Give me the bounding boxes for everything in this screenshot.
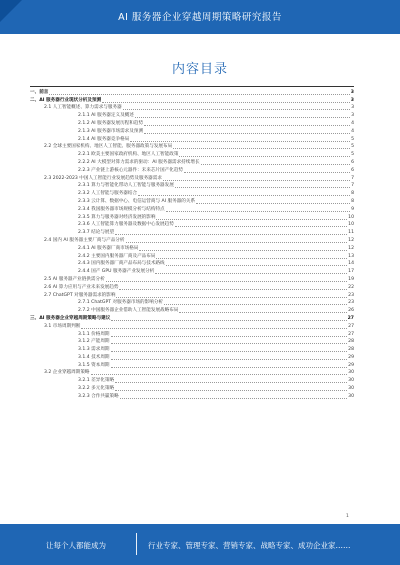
toc-entry[interactable] — [30, 88, 354, 96]
toc-entry[interactable] — [30, 189, 354, 197]
toc-entry-label: 2.7.2 中国服务器企业借助人工智能发展战略布局 — [78, 308, 179, 314]
toc-entry[interactable] — [30, 252, 354, 260]
toc-entry-page: 28 — [348, 347, 354, 353]
toc-leader-dots — [115, 382, 347, 383]
toc-entry[interactable] — [30, 166, 354, 174]
toc-entry-page: 29 — [348, 362, 354, 368]
footer-slogan-left: 让每个人都能成为 — [46, 541, 106, 550]
toc-entry[interactable] — [30, 205, 354, 213]
toc-entry[interactable] — [30, 213, 354, 221]
toc-entry[interactable] — [30, 361, 354, 369]
toc-entry-page: 27 — [348, 331, 354, 337]
toc-entry-label: 2.2.3 产业链上游核心元器件：未来芯片国产化趋势 — [78, 167, 184, 173]
toc-entry[interactable] — [30, 228, 354, 236]
toc-entry-page: 23 — [348, 300, 354, 306]
toc-entry-page: 12 — [348, 245, 354, 251]
toc-entry[interactable] — [30, 338, 354, 346]
toc-entry-page: 11 — [348, 230, 354, 236]
toc-entry-label: 2.1.2 AI 服务器发展历程和趋势 — [78, 120, 144, 126]
toc-entry-label: 3.1.1 价格周期 — [78, 331, 110, 337]
toc-leader-dots — [144, 133, 350, 134]
toc-leader-dots — [111, 343, 348, 344]
toc-entry[interactable] — [30, 96, 354, 104]
toc-entry-page: 4 — [351, 120, 354, 126]
toc-entry-page: 13 — [348, 253, 354, 259]
toc-entry-page: 27 — [347, 315, 354, 321]
toc-leader-dots — [196, 203, 350, 204]
toc-entry-label: 2.6 AI 算力应用与产业未来发展趋势 — [44, 284, 119, 290]
toc-entry[interactable] — [30, 299, 354, 307]
toc-entry-label: 3.2.2 多元化策略 — [78, 386, 115, 392]
toc-entry-page: 27 — [348, 323, 354, 329]
toc-entry-page: 3 — [350, 89, 354, 95]
toc-entry[interactable] — [30, 119, 354, 127]
toc-entry-label: 2.4.2 主要国内服务器厂商及产品布局 — [78, 253, 156, 259]
toc-entry-label: 2.4.1 AI 服务器厂商市场格局 — [78, 245, 139, 251]
toc-leader-dots — [166, 265, 347, 266]
toc-entry-label: 2.4 国内 AI 服务器主要厂商与产品分析 — [44, 237, 125, 243]
toc-leader-dots — [156, 219, 347, 220]
toc-entry[interactable] — [30, 197, 354, 205]
toc-entry-page: 5 — [351, 152, 354, 158]
toc-leader-dots — [115, 390, 347, 391]
toc-entry-page: 8 — [351, 191, 354, 197]
toc-entry-page: 3 — [351, 113, 354, 119]
toc-leader-dots — [111, 367, 348, 368]
toc-entry-page: 4 — [351, 128, 354, 134]
toc-entry-label: 2.1 人工智能概述、算力需求与服务器 — [44, 105, 122, 111]
toc-entry-label: 3.2 企业穿越周期策略 — [44, 370, 90, 376]
toc-entry-label: 二、AI 服务器行业现状分析及预测 — [30, 97, 102, 103]
toc-leader-dots — [49, 94, 349, 95]
toc-entry-label: 3.1.2 产能周期 — [78, 339, 110, 345]
toc-entry-label: 3.2.1 差异化策略 — [78, 378, 115, 384]
toc-leader-dots — [102, 102, 350, 103]
toc-leader-dots — [115, 234, 347, 235]
toc-entry[interactable] — [30, 314, 354, 322]
toc-entry-page: 6 — [351, 159, 354, 165]
toc-entry-page: 30 — [348, 370, 354, 376]
toc-entry[interactable] — [30, 353, 354, 361]
toc-leader-dots — [111, 359, 348, 360]
toc-leader-dots — [111, 351, 348, 352]
toc-entry-page: 3 — [351, 105, 354, 111]
toc-entry-page: 26 — [348, 308, 354, 314]
toc-entry[interactable] — [30, 104, 354, 112]
toc-entry-label: 一、前言 — [30, 89, 49, 95]
toc-entry-label: 2.3 2022-2023 中国人工智能行业发展趋势及服务器需求 — [44, 175, 162, 181]
toc-top-rule — [30, 86, 354, 87]
toc-entry-page: 30 — [348, 393, 354, 399]
toc-leader-dots — [111, 336, 348, 337]
toc-entry-label: 三、AI 服务器企业穿越周期策略与建议 — [30, 315, 111, 321]
toc-entry-label: 3.1.3 需求周期 — [78, 347, 110, 353]
toc-entry[interactable] — [30, 182, 354, 190]
toc-entry-label: 2.1.4 AI 服务器竞争格局 — [78, 136, 130, 142]
toc-entry-label: 2.3.7 结论与展望 — [78, 230, 115, 236]
toc-entry-label: 2.3.5 算力与服务器对经济发展的影响 — [78, 214, 156, 220]
footer-bar — [0, 524, 400, 565]
toc-leader-dots — [179, 312, 347, 313]
toc-leader-dots — [164, 304, 347, 305]
toc-entry-label: 2.2 全球主要国家机构、地区人工智能、服务器政策与发展布局 — [44, 144, 173, 150]
toc-entry[interactable] — [30, 369, 354, 377]
toc-entry-label: 3.1.4 技术周期 — [78, 354, 110, 360]
toc-entry-label: 2.3.2 人工智能与服务器结合 — [78, 191, 138, 197]
toc-entry[interactable] — [30, 384, 354, 392]
footer-divider — [136, 533, 137, 555]
toc-leader-dots — [138, 195, 350, 196]
toc-entry-page: 6 — [351, 167, 354, 173]
toc-entry[interactable] — [30, 111, 354, 119]
toc-entry-page: 10 — [348, 214, 354, 220]
toc-leader-dots — [106, 281, 347, 282]
toc-entry-page: 23 — [348, 292, 354, 298]
toc-leader-dots — [116, 297, 347, 298]
toc-entry[interactable] — [30, 236, 354, 244]
toc-entry-page: 8 — [351, 198, 354, 204]
toc-entry[interactable] — [30, 267, 354, 275]
toc-leader-dots — [175, 187, 350, 188]
toc-entry-label: 3.1 市场周期判断 — [44, 323, 81, 329]
toc-leader-dots — [130, 141, 350, 142]
toc-entry[interactable] — [30, 376, 354, 384]
toc-leader-dots — [81, 328, 347, 329]
toc-entry-page: 28 — [348, 339, 354, 345]
toc-entry-label: 3.1.5 资本周期 — [78, 362, 110, 368]
toc-entry-label: 2.5 AI 服务器产业链供需分析 — [44, 276, 105, 282]
toc-leader-dots — [91, 374, 348, 375]
toc-entry-page: 30 — [348, 378, 354, 384]
toc-entry-page: 19 — [348, 276, 354, 282]
toc-entry-page: 29 — [348, 354, 354, 360]
toc-heading: 内容目录 — [171, 62, 228, 77]
toc-entry-page: 5 — [351, 136, 354, 142]
toc-entry[interactable] — [30, 306, 354, 314]
toc-entry[interactable] — [30, 135, 354, 143]
toc-leader-dots — [120, 398, 347, 399]
toc-entry-page: 14 — [348, 261, 354, 267]
toc-entry[interactable] — [30, 283, 354, 291]
toc-leader-dots — [163, 180, 350, 181]
toc-leader-dots — [155, 273, 347, 274]
toc-entry-page: 12 — [348, 237, 354, 243]
toc-entry[interactable] — [30, 260, 354, 268]
toc-leader-dots — [166, 211, 350, 212]
toc-entry-label: 2.3.1 算力与智能化带动人工智能与服务器发展 — [78, 183, 174, 189]
toc-leader-dots — [139, 250, 347, 251]
toc-entry-page: 5 — [351, 144, 354, 150]
toc-entry-label: 3.2.3 合作共赢策略 — [78, 393, 119, 399]
toc-entry-page: 30 — [348, 386, 354, 392]
toc-entry[interactable] — [30, 291, 354, 299]
report-title: AI 服务器企业穿越周期策略研究报告 — [118, 12, 282, 23]
toc-entry[interactable] — [30, 150, 354, 158]
toc-entry[interactable] — [30, 275, 354, 283]
toc-entry-label: 2.3.4 我国服务器市场规模分析与结构特点 — [78, 206, 165, 212]
toc-entry[interactable] — [30, 330, 354, 338]
toc-leader-dots — [111, 320, 346, 321]
toc-entry[interactable] — [30, 127, 354, 135]
toc-entry-label: 2.3.3 云计算、数据中心、电信运营商与 AI 服务器的关系 — [78, 198, 196, 204]
toc-entry-page: 22 — [348, 284, 354, 290]
toc-entry[interactable] — [30, 244, 354, 252]
toc-entry-label: 2.1.1 AI 服务器定义及概述 — [78, 113, 134, 119]
toc-entry-label: 2.7 ChatGPT 对服务器需求的影响 — [44, 292, 116, 298]
table-of-contents — [30, 86, 354, 400]
toc-entry-page: 10 — [348, 222, 354, 228]
toc-entry-label: 2.3.6 人工智能算力服务器及数据中心发展趋势 — [78, 222, 174, 228]
toc-entry-page: 9 — [351, 206, 354, 212]
toc-entry-page: 7 — [351, 175, 354, 181]
toc-leader-dots — [179, 156, 350, 157]
toc-entry[interactable] — [30, 345, 354, 353]
toc-leader-dots — [184, 172, 350, 173]
toc-entry[interactable] — [30, 143, 354, 151]
toc-entry-label: 2.4.3 国内服务器厂商产品布局与技术路线 — [78, 261, 165, 267]
toc-entry[interactable] — [30, 158, 354, 166]
toc-leader-dots — [156, 258, 347, 259]
toc-entry-page: 3 — [350, 97, 354, 103]
toc-entry[interactable] — [30, 174, 354, 182]
toc-entry[interactable] — [30, 322, 354, 330]
toc-entry-label: 2.1.3 AI 服务器市场需求及预测 — [78, 128, 144, 134]
toc-leader-dots — [119, 289, 347, 290]
header-bar — [0, 0, 400, 34]
toc-leader-dots — [144, 125, 350, 126]
toc-entry-label: 2.7.1 ChatGPT 对服务器市场的影响分析 — [78, 300, 164, 306]
footer-slogan-right: 行业专家、管理专家、营销专家、战略专家、成功企业家…… — [148, 541, 351, 550]
page-number: 1 — [346, 514, 349, 519]
toc-leader-dots — [201, 164, 351, 165]
toc-entry-label: 2.4.4 国产 GPU 服务器产业发展分析 — [78, 269, 155, 275]
toc-entry[interactable] — [30, 392, 354, 400]
toc-entry-page: 17 — [348, 269, 354, 275]
toc-entry-label: 2.2.1 欧美主要国家政府机构、地区人工智能政策 — [78, 152, 179, 158]
toc-entry-label: 2.2.2 AI 大模型对算力需求的驱动：AI 服务器需求持续增长 — [78, 159, 200, 165]
toc-leader-dots — [135, 117, 350, 118]
toc-leader-dots — [123, 109, 350, 110]
toc-leader-dots — [126, 242, 348, 243]
toc-entry[interactable] — [30, 221, 354, 229]
toc-leader-dots — [175, 226, 347, 227]
toc-leader-dots — [173, 148, 350, 149]
toc-entry-page: 7 — [351, 183, 354, 189]
